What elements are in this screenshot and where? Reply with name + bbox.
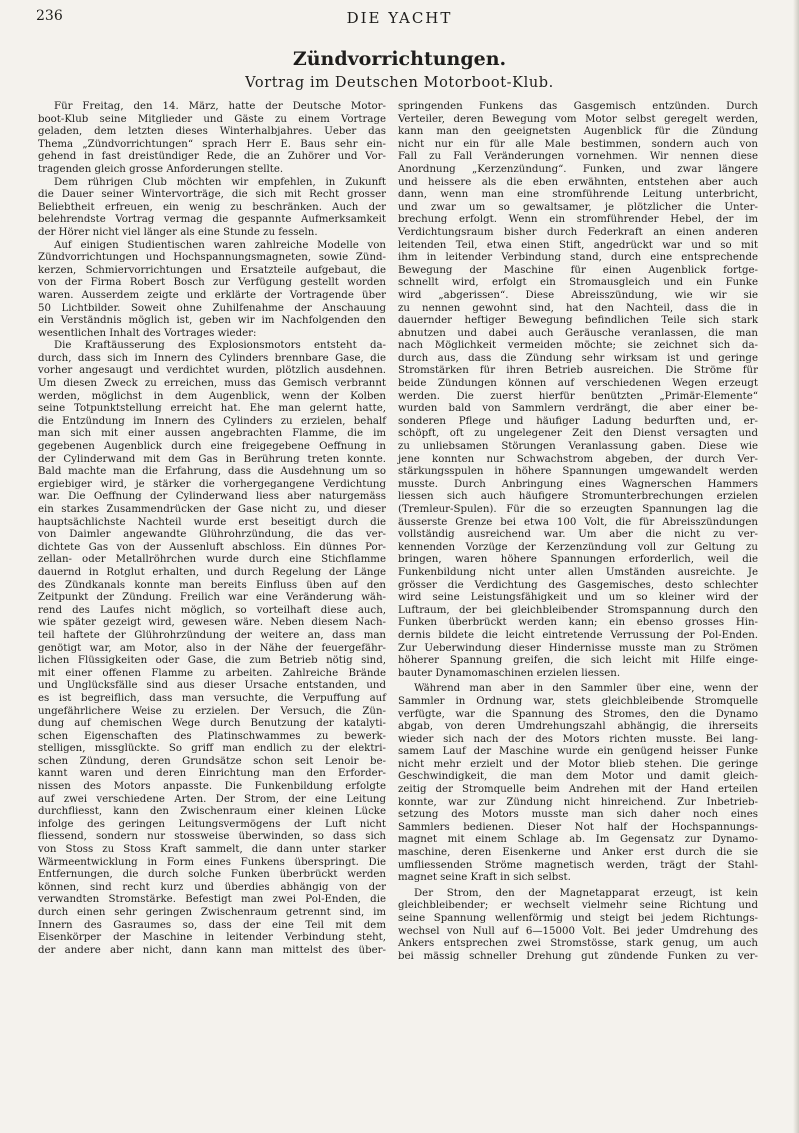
text-line: Eisenkörper der Maschine in leitender Verbindung steht, <box>38 932 386 944</box>
text-line: es ist begreiflich, dass man versuchte, die Verpuffung auf <box>38 692 386 704</box>
text-line: Verdichtungsraum bisher durch Federkraft an einen anderen <box>398 226 758 238</box>
text-line: ein Verständnis möglich ist, geben wir im Nachfolgenden den <box>38 315 386 327</box>
text-line: stärkungsspulen in höhere Spannungen umgewandelt werden <box>398 466 758 478</box>
text-line: magnet mit einem Schlage ab. Im Gegensatz zur Dynamo- <box>398 834 758 846</box>
text-line: ein starkes Zusammendrücken der Gase nicht zu, und dieser <box>38 504 386 515</box>
text-line: konnte, war zur Zündung nicht hinreichend. Zur Inbetrieb- <box>398 796 758 808</box>
text-line: bringen, waren höhere Spannungen erforderlich, weil die <box>398 554 758 566</box>
text-line: und zwar um so gewaltsamer, je plötzlicher die Unter- <box>398 201 758 213</box>
text-line: und heissere als die eben erwähnten, entstehen aber auch <box>398 176 758 188</box>
text-line: kann man den geeignetsten Augenblick für die Zündung <box>398 126 758 138</box>
text-line: boot-Klub seine Mitglieder und Gäste zu einem Vortrage <box>38 113 386 125</box>
text-line: geladen, dem letzten dieses Winterhalbjahres. Ueber das <box>38 126 386 138</box>
text-line: dauernd in Rotglut erhalten, und durch Regelung der Länge <box>38 566 386 578</box>
text-line: man sich mit einer aussen angebrachten Flamme, die im <box>38 428 386 440</box>
right-text-column <box>398 101 758 963</box>
text-line: maschine, deren Eisenkerne und Anker erst durch die sie <box>398 847 758 859</box>
text-line: Thema „Zündvorrichtungen“ sprach Herr E. Baus sehr ein- <box>38 138 386 150</box>
text-line: Zur Ueberwindung dieser Hindernisse musste man zu Strömen <box>398 642 758 654</box>
text-line: nissen des Motors anpasste. Die Funkenbildung erfolgte <box>38 781 386 793</box>
text-line: durch aus, dass die Zündung sehr wirksam ist und geringe <box>398 352 758 364</box>
text-line: Zündvorrichtungen und Hochspannungsmagneten, sowie Zünd- <box>38 252 386 264</box>
text-line: Funken überbrückt werden kann; ein ebenso grosses Hin- <box>398 617 758 629</box>
text-line: Innern des Gasraumes so, dass der eine Teil mit dem <box>38 919 386 931</box>
text-line: Geschwindigkeit, die man dem Motor und damit gleich- <box>398 771 758 783</box>
running-title: DIE YACHT <box>346 9 453 27</box>
text-line: vorher angesaugt und verdichtet wurden, plötzlich ausdehnen. <box>38 365 386 377</box>
text-line: schnellt wird, erfolgt ein Stromausgleich und ein Funke <box>398 277 758 289</box>
text-line: wesentlichen Inhalt des Vortrages wieder: <box>38 327 257 339</box>
text-line: (Tremleur-Spulen). Für die so erzeugten Spannungen lag die <box>398 504 758 515</box>
text-line: Funkenbildung nicht unter allen Umständen ausreichte. Je <box>398 566 758 578</box>
text-line: Stromstärken für ihren Betrieb ausreichen. Die Ströme für <box>398 365 758 377</box>
text-line: dann, wenn man eine stromführende Leitung unterbricht, <box>398 189 758 201</box>
text-line: Auf einigen Studientischen waren zahlreiche Modelle von <box>54 239 386 251</box>
page-number: 236 <box>36 8 63 24</box>
text-line: werden, möglichst in dem Augenblick, wenn der Kolben <box>38 390 386 402</box>
text-line: Die Kraftäusserung des Explosionsmotors entsteht da- <box>54 340 386 352</box>
text-line: beide Zündungen können auf verschiedenen Wegen erzeugt <box>398 378 758 390</box>
text-line: war. Die Oeffnung der Cylinderwand liess aber naturgemäss <box>38 491 386 503</box>
text-line: Anordnung „Kerzenzündung“. Funken, und zwar längere <box>398 163 758 175</box>
text-line: setzung des Motors musste man sich daher noch eines <box>398 809 758 821</box>
text-line: bei mässig schneller Drehung gut zündende Funken zu ver- <box>398 950 758 962</box>
text-line: zellan- oder Metallröhrchen wurde durch eine Stichflamme <box>38 554 386 566</box>
text-line: ungefährlichere Weise zu erzielen. Der Versuch, die Zün- <box>38 705 386 717</box>
text-line: stelligen, missglückte. So griff man endlich zu der elektri- <box>38 743 386 755</box>
text-line: durch, dass sich im Innern des Cylinders brennbare Gase, die <box>38 352 386 364</box>
text-line: Bald machte man die Erfahrung, dass die Ausdehnung um so <box>38 466 386 478</box>
text-line: Für Freitag, den 14. März, hatte der Deutsche Motor- <box>54 101 386 112</box>
text-line: rend des Laufes nicht möglich, so vorteilhaft diese auch, <box>38 604 386 616</box>
text-line: kerzen, Schmiervorrichtungen und Ersatzteile aufgebaut, die <box>38 264 386 276</box>
text-line: Fall zu Fall Veränderungen vornehmen. Wir nennen diese <box>398 151 758 163</box>
text-line: verfügte, war die Spannung des Stromes, den die Dynamo <box>398 708 758 720</box>
text-line: Zeitpunkt der Zündung. Freilich war eine Veränderung wäh- <box>38 592 386 604</box>
text-line: dung auf chemischen Wege durch Benutzung der katalyti- <box>38 718 386 730</box>
text-line: höherer Spannung greifen, die sich leicht mit Hilfe einge- <box>398 655 758 667</box>
text-line: genötigt war, am Motor, also in der Nähe der feuergefähr- <box>38 642 386 654</box>
text-line: von Daimler angewandte Glührohrzündung, die das ver- <box>38 529 386 541</box>
text-line: Dem rührigen Club möchten wir empfehlen, in Zukunft <box>54 176 386 188</box>
text-line: nicht nur ein für alle Male bestimmen, sondern auch von <box>398 138 758 150</box>
text-line: musste. Durch Anbringung eines Wagnerschen Hammers <box>398 478 758 490</box>
text-line: liessen sich auch häufigere Stromunterbrechungen erzielen <box>398 491 758 503</box>
text-line: dichtete Gas von der Aussenluft abschloss. Ein dünnes Por- <box>38 541 386 553</box>
text-line: ergiebiger wird, je stärker die vorhergegangene Verdichtung <box>38 478 386 490</box>
text-line: der andere aber nicht, dann kann man mittelst des über- <box>38 944 386 956</box>
text-line: sonderen Pflege und häufiger Ladung bedurften und, er- <box>398 415 758 427</box>
text-line: auf zwei verschiedene Arten. Der Strom, der eine Leitung <box>38 793 386 805</box>
text-line: schen Zündung, deren Grundsätze schon seit Lenoir be- <box>38 755 386 767</box>
text-line: werden. Die zuerst hierfür benützten „Primär-Elemente“ <box>398 390 758 402</box>
text-line: Ankers entsprechen zwei Stromstösse, stark genug, um auch <box>398 938 758 950</box>
left-text-column <box>38 101 386 957</box>
text-line: Um diesen Zweck zu erreichen, muss das Gemisch verbrannt <box>38 378 386 390</box>
text-line: wird „abgerissen“. Diese Abreisszündung, wie wir sie <box>398 289 758 301</box>
text-line: jene konnten nur Schwachstrom abgeben, der durch Ver- <box>398 453 758 465</box>
text-line: gleichbleibender; er wechselt vielmehr seine Richtung und <box>398 900 758 912</box>
text-line: 50 Lichtbilder. Soweit ohne Zuhilfenahme der Anschauung <box>38 302 386 314</box>
text-line: gehend in fast dreistündiger Rede, die an Zuhörer und Vor- <box>38 151 386 163</box>
text-line: wieder sich nach der des Motors richten musste. Bei lang- <box>398 733 758 745</box>
text-line: Der Strom, den der Magnetapparat erzeugt, ist kein <box>414 887 758 899</box>
text-line: abgab, von deren Umdrehungszahl abhängig, die ihrerseits <box>398 721 758 733</box>
text-line: wurden bald von Sammlern verdrängt, die aber einer be- <box>398 403 758 415</box>
text-line: kennenden Vorzüge der Kerzenzündung voll zur Geltung zu <box>398 541 758 553</box>
text-line: des Zündkanals konnte man bereits Einfluss üben auf den <box>38 579 386 591</box>
text-line: belehrendste Vortrag vermag die gespannte Aufmerksamkeit <box>38 214 386 226</box>
text-line: tragenden gleich grosse Anforderungen stellte. <box>38 163 284 175</box>
text-line: hauptsächlichste Nachteil wurde erst beseitigt durch die <box>38 516 386 528</box>
article-title: Zündvorrichtungen. <box>292 48 507 70</box>
text-line: der Cylinderwand mit dem Gas in Berührung treten konnte. <box>38 453 386 465</box>
text-line: die Entzündung im Innern des Cylinders zu erzielen, behalf <box>38 415 386 427</box>
text-line: ihm in leitender Verbindung stand, durch eine entsprechende <box>398 252 758 264</box>
text-line: springenden Funkens das Gasgemisch entzünden. Durch <box>398 101 758 112</box>
text-line: Wärmeentwicklung in Form eines Funkens überspringt. Die <box>38 856 386 868</box>
text-line: magnet seine Kraft in sich selbst. <box>398 872 571 884</box>
text-line: zeitig der Stromquelle beim Andrehen mit der Hand erteilen <box>398 784 758 796</box>
text-line: durchfliesst, kann den Zwischenraum einer kleinen Lücke <box>38 806 386 818</box>
text-line: schöpft, oft zu ungelegener Zeit den Dienst versagten und <box>398 428 758 440</box>
page-edge-shadow <box>793 0 799 1133</box>
text-line: waren. Ausserdem zeigte und erklärte der Vortragende über <box>38 289 386 301</box>
text-line: Entfernungen, die durch solche Funken überbrückt werden <box>38 869 386 881</box>
text-line: Sammlers bedienen. Dieser Not half der Hochspannungs- <box>398 821 758 833</box>
text-line: brechung erfolgt. Wenn ein stromführender Hebel, der im <box>398 214 758 226</box>
text-line: seine Spannung wellenförmig und steigt bei jedem Richtungs- <box>398 913 758 924</box>
text-line: bauter Dynamomaschinen erzielen liessen. <box>398 667 621 679</box>
text-line: Beliebtheit erfreuen, ein wenig zu beschränken. Auch der <box>38 201 386 213</box>
text-line: die Dauer seiner Wintervorträge, die sich mit Recht grosser <box>38 189 386 201</box>
text-line: äusserste Grenze bei etwa 100 Volt, die für Abreisszündungen <box>398 516 758 528</box>
text-line: können, sind recht kurz und überdies abhängig von der <box>38 881 386 893</box>
text-line: vollständig ausreichend war. Um aber die nicht zu ver- <box>398 529 758 541</box>
text-line: Verteiler, deren Bewegung vom Motor selbst geregelt werden, <box>398 113 758 125</box>
text-line: Sammler in Ordnung war, stets gleichbleibende Stromquelle <box>398 695 758 707</box>
text-line: mit einer offenen Flamme zu arbeiten. Zahlreiche Brände <box>38 667 386 679</box>
text-line: dernis bildete die leicht eintretende Verrussung der Pol-Enden. <box>398 629 758 641</box>
text-line: wird seine Leistungsfähigkeit und um so kleiner wird der <box>398 592 758 604</box>
text-line: Während man aber in den Sammler über eine, wenn der <box>414 683 758 695</box>
text-line: samem Lauf der Maschine wurde ein genügend heisser Funke <box>398 746 758 758</box>
text-line: schen Eigenschaften des Platinschwammes zu bewerk- <box>38 730 386 742</box>
text-line: nicht mehr erzielt und der Motor blieb stehen. Die geringe <box>398 758 758 770</box>
text-line: leitenden Teil, etwa einen Stift, angedrückt war und so mit <box>398 239 758 251</box>
text-line: seine Totpunktstellung erreicht hat. Ehe man gelernt hatte, <box>38 403 386 415</box>
text-line: und Unglücksfälle sind aus dieser Ursache entstanden, und <box>38 680 386 692</box>
text-line: gegebenen Augenblick durch eine freigegebene Oeffnung in <box>38 441 386 453</box>
text-line: umfliessenden Ströme magnetisch werden, trägt der Stahl- <box>398 859 758 871</box>
text-line: abnutzen und dabei auch Geräusche veranlassen, die man <box>398 327 758 339</box>
text-line: infolge des geringen Leitungsvermögens der Luft nicht <box>38 818 386 830</box>
text-line: wie später gezeigt wird, gewesen wäre. Neben diesem Nach- <box>38 617 386 629</box>
text-line: grösser die Verdichtung des Gasgemisches, desto schlechter <box>398 579 758 591</box>
text-line: Luftraum, der bei gleichbleibender Stromspannung durch den <box>398 604 758 616</box>
text-line: kannt waren und deren Einrichtung man den Erforder- <box>38 768 386 780</box>
text-line: lichen Flüssigkeiten oder Gase, die zum Betrieb nötig sind, <box>38 655 386 667</box>
text-line: Bewegung der Maschine für einen Augenblick fortge- <box>398 264 758 276</box>
text-line: nach Möglichkeit vermeiden möchte; sie zeichnet sich da- <box>398 340 758 352</box>
text-line: teil haftete der Glührohrzündung der weitere an, dass man <box>38 629 386 641</box>
text-line: zu nennen gewohnt sind, hat den Nachteil, dass die in <box>398 302 758 314</box>
text-line: der Hörer nicht viel länger als eine Stunde zu fesseln. <box>38 226 318 238</box>
text-line: von der Firma Robert Bosch zur Verfügung gestellt worden <box>38 277 386 289</box>
text-line: wechsel von Null auf 6—15000 Volt. Bei jeder Umdrehung des <box>398 925 758 937</box>
text-line: dauernder heftiger Bewegung befindlichen Teile sich stark <box>398 315 758 327</box>
text-line: verwandten Stromstärke. Befestigt man zwei Pol-Enden, die <box>38 894 386 906</box>
text-line: zu unliebsamen Störungen Veranlassung gaben. Diese wie <box>398 441 758 453</box>
text-line: durch einen sehr geringen Zwischenraum getrennt sind, im <box>38 907 386 918</box>
text-line: fliessend, sondern nur stossweise überwinden, so dass sich <box>38 831 386 843</box>
article-subtitle: Vortrag im Deutschen Motorboot-Klub. <box>245 75 554 91</box>
text-line: von Stoss zu Stoss Kraft sammelt, die dann unter starker <box>38 844 386 856</box>
